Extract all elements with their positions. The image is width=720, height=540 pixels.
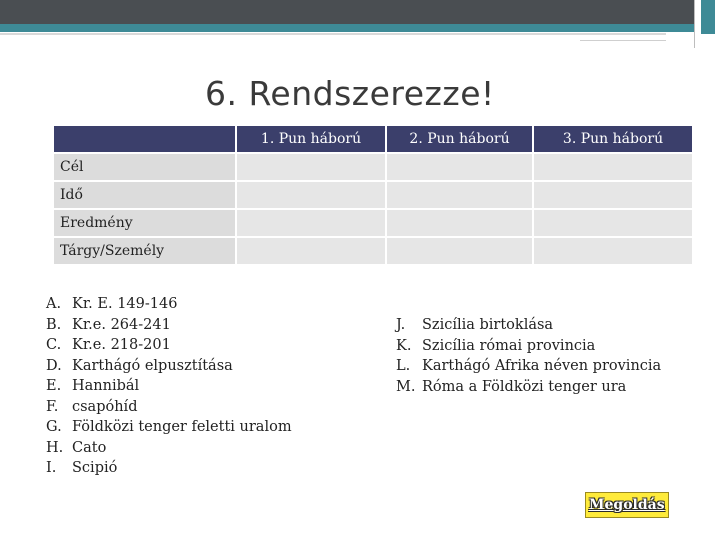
list-letter: D. <box>46 357 62 374</box>
list-letter: C. <box>46 337 62 353</box>
corner-rule <box>580 40 666 41</box>
top-bar-rule <box>0 33 666 35</box>
row-label-cel: Cél <box>53 153 236 181</box>
list-item <box>46 397 292 418</box>
list-text: Kr.e. 264-241 <box>72 316 171 333</box>
list-item <box>46 438 292 459</box>
list-text: Szicília római provincia <box>422 337 596 354</box>
list-text: Szicília birtoklása <box>422 317 554 333</box>
list-item <box>396 336 661 357</box>
list-letter: B. <box>46 316 62 333</box>
list-text: Karthágó elpusztítása <box>72 357 233 374</box>
list-item <box>46 294 292 315</box>
list-letter: A. <box>46 296 62 312</box>
list-text: Róma a Földközi tenger ura <box>422 378 627 395</box>
list-letter: L. <box>396 358 411 374</box>
list-text: Cato <box>72 439 107 456</box>
table-row <box>53 209 693 237</box>
left-answer-list <box>46 294 292 479</box>
list-letter: H. <box>46 439 64 456</box>
list-letter: F. <box>46 398 59 415</box>
table-cell[interactable] <box>386 153 533 181</box>
table-cell[interactable] <box>236 237 386 265</box>
table-row <box>53 153 693 181</box>
table-cell[interactable] <box>533 209 693 237</box>
table-row <box>53 237 693 265</box>
list-text: Scipió <box>72 460 118 476</box>
row-label-eredmeny: Eredmény <box>53 209 236 237</box>
table-row <box>53 181 693 209</box>
list-item <box>396 377 661 398</box>
list-text: csapóhíd <box>72 398 138 415</box>
list-item <box>46 417 292 438</box>
table-header-row <box>53 125 693 153</box>
list-text: Karthágó Afrika néven provincia <box>422 358 662 374</box>
list-item <box>46 356 292 377</box>
list-item <box>46 376 292 397</box>
list-item <box>396 315 661 336</box>
list-letter: J. <box>396 317 406 333</box>
table-cell[interactable] <box>236 209 386 237</box>
list-item <box>46 315 292 336</box>
table-header-corner <box>53 125 236 153</box>
list-letter: G. <box>46 419 62 435</box>
punic-wars-table <box>52 124 694 266</box>
list-letter: K. <box>396 337 412 354</box>
list-letter: I. <box>46 460 57 476</box>
table-cell[interactable] <box>386 209 533 237</box>
corner-decoration <box>694 0 720 48</box>
table-cell[interactable] <box>236 153 386 181</box>
list-text: Kr.e. 218-201 <box>72 337 171 353</box>
right-answer-list <box>396 315 661 397</box>
list-item <box>46 458 292 479</box>
table-cell[interactable] <box>236 181 386 209</box>
top-bar-accent <box>0 24 720 32</box>
row-label-targy-szemely: Tárgy/Személy <box>53 237 236 265</box>
table-cell[interactable] <box>386 237 533 265</box>
row-label-ido: Idő <box>53 181 236 209</box>
list-text: Földközi tenger feletti uralom <box>72 419 292 435</box>
list-text: Hannibál <box>72 378 140 394</box>
table-header-war-3: 3. Pun háború <box>533 125 693 153</box>
list-text: Kr. E. 149-146 <box>72 296 178 312</box>
list-item <box>46 335 292 356</box>
table-header-war-2: 2. Pun háború <box>386 125 533 153</box>
table-cell[interactable] <box>533 153 693 181</box>
solution-button[interactable]: Megoldás <box>585 492 669 518</box>
table-cell[interactable] <box>533 181 693 209</box>
table-header-war-1: 1. Pun háború <box>236 125 386 153</box>
slide-title: 6. Rendszerezze! <box>205 74 495 113</box>
top-bar-dark <box>0 0 720 24</box>
list-item <box>396 356 661 377</box>
list-letter: E. <box>46 378 62 394</box>
list-letter: M. <box>396 378 416 395</box>
table-cell[interactable] <box>533 237 693 265</box>
table-cell[interactable] <box>386 181 533 209</box>
